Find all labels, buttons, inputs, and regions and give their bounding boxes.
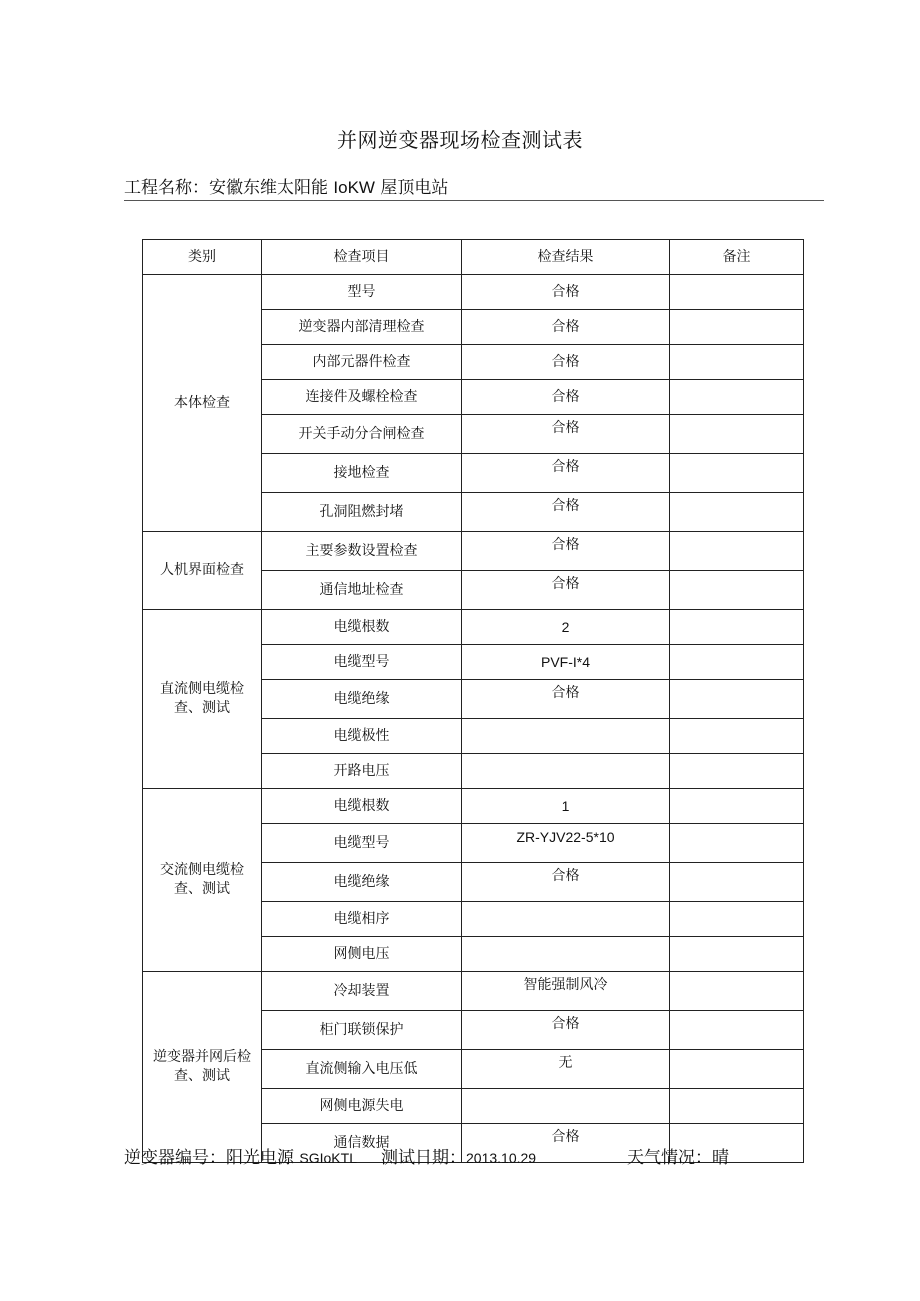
page-title: 并网逆变器现场检查测试表 [337,128,583,152]
header-remark: 备注 [670,240,804,275]
item-cell: 直流侧输入电压低 [262,1050,462,1089]
item-cell: 开路电压 [262,754,462,789]
remark-cell [670,972,804,1011]
weather-value: 晴 [712,1148,729,1168]
table-row [143,275,804,310]
item-cell: 内部元器件检查 [262,345,462,380]
remark-cell [670,275,804,310]
project-capacity: IoKW [333,178,375,197]
table-row [143,972,804,1011]
result-cell: 合格 [462,454,670,493]
inverter-model: SGIoKTL [299,1150,357,1166]
result-cell [462,754,670,789]
category-cell: 交流侧电缆检查、测试 [143,789,262,972]
project-name-line [124,173,824,201]
item-cell: 主要参数设置检查 [262,532,462,571]
remark-cell [670,1089,804,1124]
result-cell: 智能强制风冷 [462,972,670,1011]
remark-cell [670,754,804,789]
result-cell: 合格 [462,532,670,571]
inverter-number [124,1143,357,1168]
result-cell [462,719,670,754]
inspection-table [142,239,804,1163]
remark-cell [670,532,804,571]
date-label: 测试日期： [381,1148,466,1168]
item-cell: 逆变器内部清理检查 [262,310,462,345]
item-cell: 电缆根数 [262,610,462,645]
result-cell: 1 [462,789,670,824]
category-cell: 直流侧电缆检查、测试 [143,610,262,789]
item-cell: 通信数据 [262,1124,462,1163]
result-cell [462,1089,670,1124]
weather [627,1143,729,1168]
item-cell: 冷却装置 [262,972,462,1011]
item-cell: 电缆绝缘 [262,863,462,902]
result-cell: 无 [462,1050,670,1089]
item-cell: 网侧电源失电 [262,1089,462,1124]
project-name-post: 屋顶电站 [380,178,449,198]
result-cell: 合格 [462,415,670,454]
project-label: 工程名称： [124,178,209,198]
weather-label: 天气情况： [627,1148,712,1168]
result-cell: 2 [462,610,670,645]
remark-cell [670,454,804,493]
item-cell: 网侧电压 [262,937,462,972]
item-cell: 电缆绝缘 [262,680,462,719]
item-cell: 电缆极性 [262,719,462,754]
result-cell: 合格 [462,1011,670,1050]
result-cell [462,902,670,937]
table-header-row [143,240,804,275]
header-result: 检查结果 [462,240,670,275]
remark-cell [670,571,804,610]
item-cell: 电缆型号 [262,645,462,680]
remark-cell [670,680,804,719]
result-cell: 合格 [462,680,670,719]
result-cell: 合格 [462,345,670,380]
item-cell: 柜门联锁保护 [262,1011,462,1050]
result-cell: 合格 [462,863,670,902]
result-cell: 合格 [462,275,670,310]
remark-cell [670,789,804,824]
result-cell: 合格 [462,493,670,532]
remark-cell [670,645,804,680]
remark-cell [670,493,804,532]
remark-cell [670,310,804,345]
remark-cell [670,902,804,937]
date-value: 2013.10.29 [466,1150,537,1166]
result-cell: PVF-I*4 [462,645,670,680]
item-cell: 型号 [262,275,462,310]
category-cell: 本体检查 [143,275,262,532]
result-cell: 合格 [462,380,670,415]
project-name-pre: 安徽东维太阳能 [209,178,328,198]
remark-cell [670,824,804,863]
item-cell: 接地检查 [262,454,462,493]
result-cell [462,937,670,972]
category-cell: 逆变器并网后检查、测试 [143,972,262,1163]
header-category: 类别 [143,240,262,275]
table-row [143,532,804,571]
header-item: 检查项目 [262,240,462,275]
result-cell: 合格 [462,1124,670,1163]
remark-cell [670,345,804,380]
item-cell: 孔洞阻燃封堵 [262,493,462,532]
result-cell: ZR-YJV22-5*10 [462,824,670,863]
remark-cell [670,937,804,972]
remark-cell [670,610,804,645]
remark-cell [670,1050,804,1089]
item-cell: 连接件及螺栓检查 [262,380,462,415]
category-cell: 人机界面检查 [143,532,262,610]
inverter-label: 逆变器编号： [124,1148,226,1168]
test-date [381,1143,536,1168]
table-row [143,610,804,645]
remark-cell [670,719,804,754]
remark-cell [670,1011,804,1050]
table-row [143,789,804,824]
inverter-brand: 阳光电源 [226,1148,294,1168]
item-cell: 电缆根数 [262,789,462,824]
item-cell: 电缆相序 [262,902,462,937]
item-cell: 开关手动分合闸检查 [262,415,462,454]
remark-cell [670,415,804,454]
item-cell: 通信地址检查 [262,571,462,610]
result-cell: 合格 [462,310,670,345]
result-cell: 合格 [462,571,670,610]
remark-cell [670,863,804,902]
item-cell: 电缆型号 [262,824,462,863]
remark-cell [670,380,804,415]
